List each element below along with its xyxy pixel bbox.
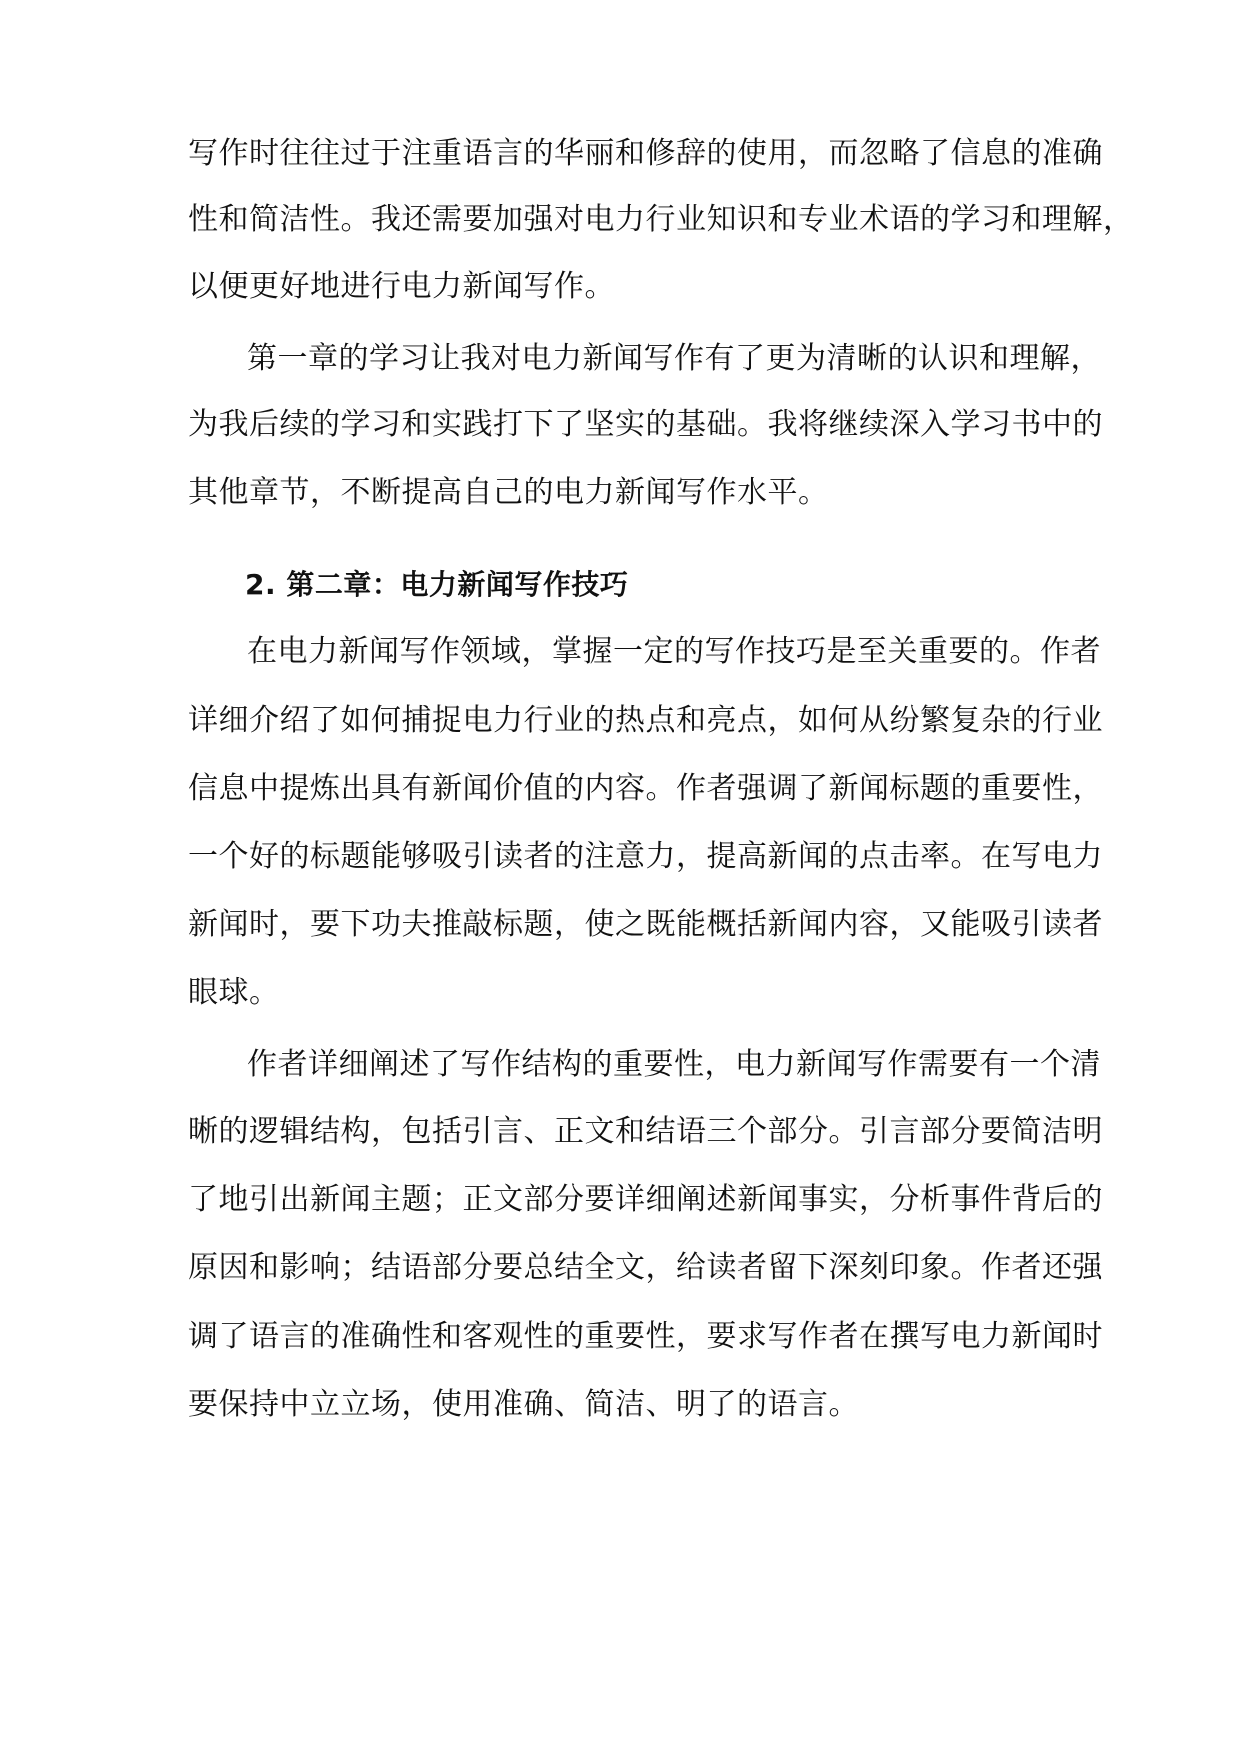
section-paragraph-1-line-6: 眼球。 [188,975,280,1010]
section-paragraph-2-line-1: 作者详细阐述了写作结构的重要性，电力新闻写作需要有一个清 [247,1047,1101,1082]
paragraph-1-line-3: 以便更好地进行电力新闻写作。 [188,269,615,304]
section-paragraph-1-line-5: 新闻时，要下功夫推敲标题，使之既能概括新闻内容，又能吸引读者 [188,907,1103,942]
section-paragraph-1-line-2: 详细介绍了如何捕捉电力行业的热点和亮点，如何从纷繁复杂的行业 [188,703,1103,738]
section-heading: 2. 第二章：电力新闻写作技巧 [245,568,629,601]
section-paragraph-2-line-5: 调了语言的准确性和客观性的重要性，要求写作者在撰写电力新闻时 [188,1319,1103,1354]
section-paragraph-2-line-2: 晰的逻辑结构，包括引言、正文和结语三个部分。引言部分要简洁明 [188,1114,1103,1149]
section-paragraph-2-line-4: 原因和影响；结语部分要总结全文，给读者留下深刻印象。作者还强 [188,1250,1103,1285]
paragraph-2-line-2: 为我后续的学习和实践打下了坚实的基础。我将继续深入学习书中的 [188,407,1103,442]
paragraph-2-line-1: 第一章的学习让我对电力新闻写作有了更为清晰的认识和理解， [247,341,1101,376]
section-paragraph-1-line-4: 一个好的标题能够吸引读者的注意力，提高新闻的点击率。在写电力 [188,839,1103,874]
section-paragraph-1-line-1: 在电力新闻写作领域，掌握一定的写作技巧是至关重要的。作者 [247,634,1101,669]
section-paragraph-1-line-3: 信息中提炼出具有新闻价值的内容。作者强调了新闻标题的重要性， [188,771,1103,806]
paragraph-1-line-2: 性和简洁性。我还需要加强对电力行业知识和专业术语的学习和理解， [188,202,1134,237]
paragraph-2-line-3: 其他章节，不断提高自己的电力新闻写作水平。 [188,475,829,510]
section-paragraph-2-line-6: 要保持中立立场，使用准确、简洁、明了的语言。 [188,1387,859,1422]
paragraph-1-line-1: 写作时往往过于注重语言的华丽和修辞的使用，而忽略了信息的准确 [188,136,1103,171]
section-paragraph-2-line-3: 了地引出新闻主题；正文部分要详细阐述新闻事实，分析事件背后的 [188,1182,1103,1217]
